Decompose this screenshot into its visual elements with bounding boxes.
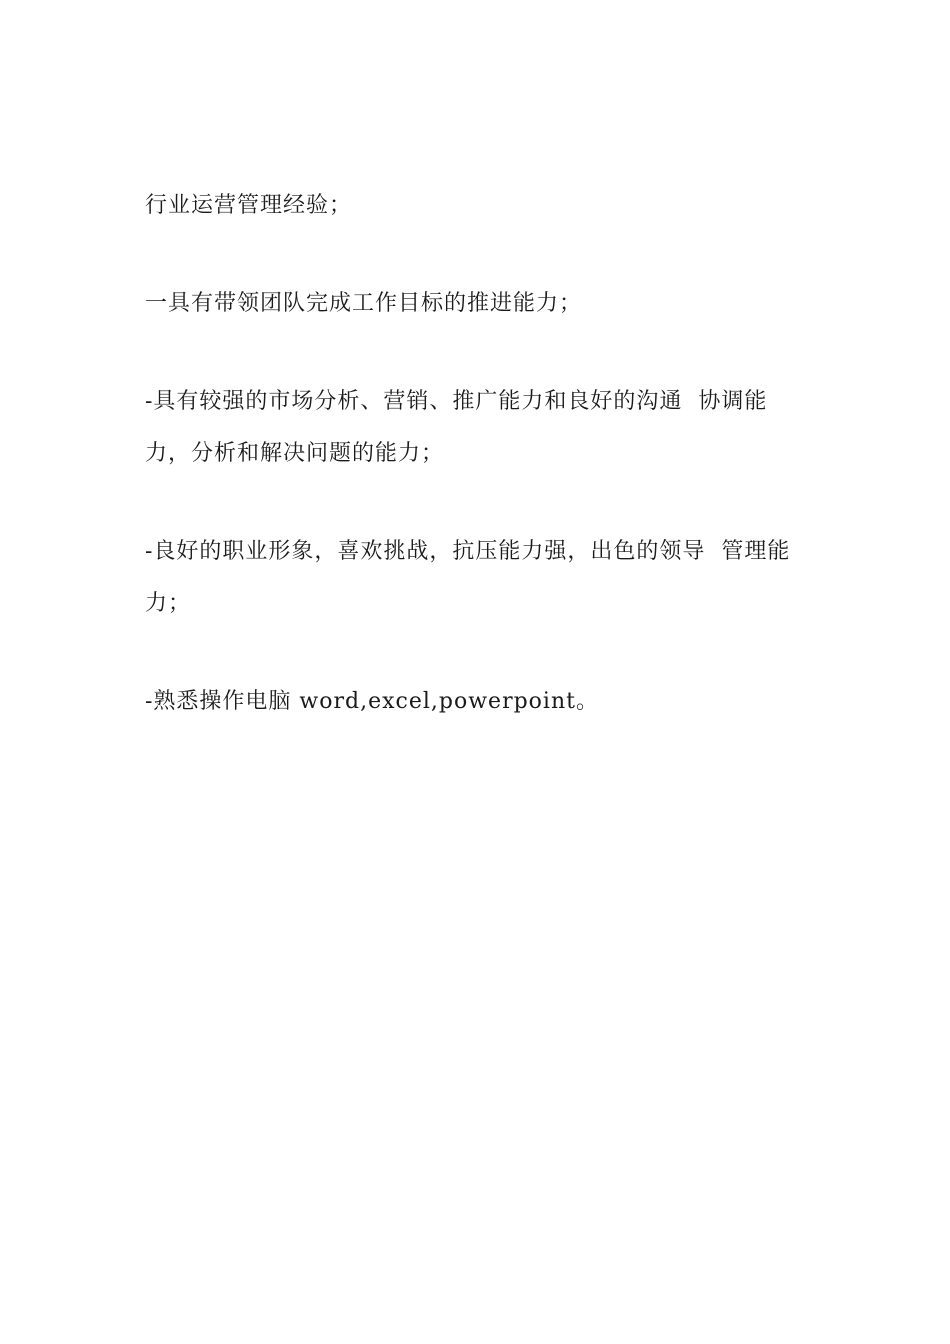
paragraph-team-leadership: 一具有带领团队完成工作目标的推进能力； (145, 291, 583, 316)
paragraph-industry-experience: 行业运营管理经验； (145, 193, 353, 218)
paragraph-computer-skills: -熟悉操作电脑 word,excel,powerpoint。 (145, 689, 599, 714)
paragraph-market-analysis: -具有较强的市场分析、营销、推广能力和良好的沟通 协调能力，分析和解决问题的能力； (145, 389, 768, 466)
paragraph-professional-image: -良好的职业形象，喜欢挑战，抗压能力强，出色的领导 管理能力； (145, 539, 791, 616)
document-body (145, 180, 805, 774)
